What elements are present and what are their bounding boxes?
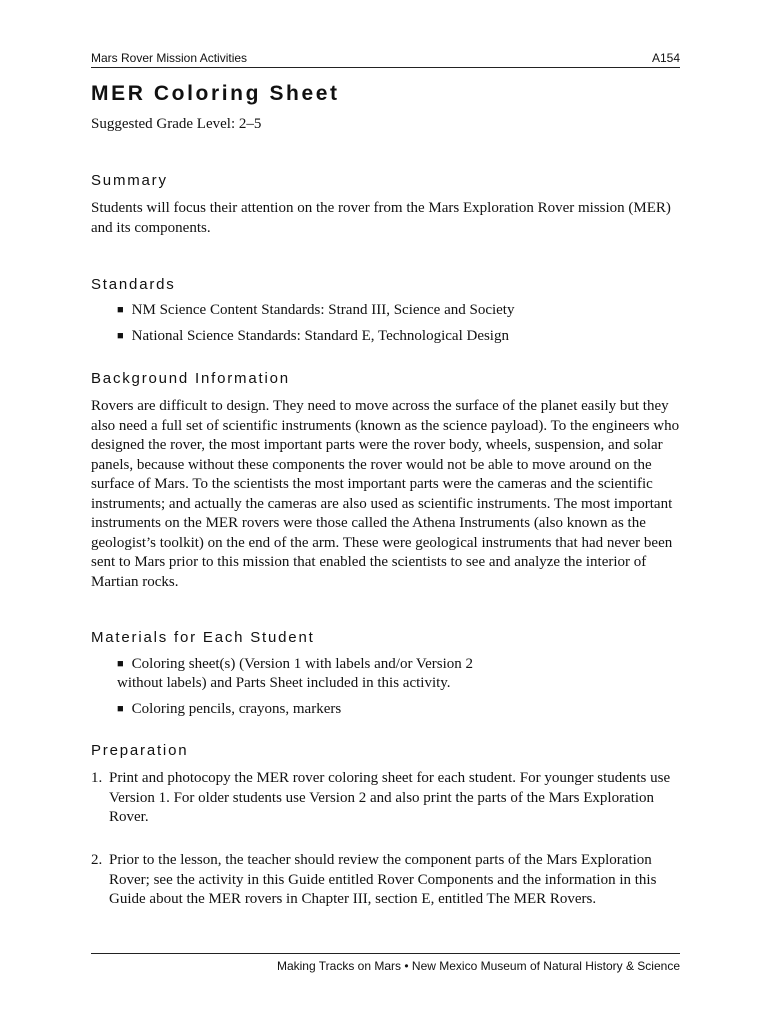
header-rule (91, 67, 680, 68)
bullet-square-icon: ■ (117, 658, 124, 670)
running-header-title: Mars Rover Mission Activities (91, 51, 248, 65)
bullet-square-icon: ■ (117, 703, 124, 715)
bullet-square-icon: ■ (117, 304, 124, 316)
materials-item (117, 655, 677, 676)
step-text: Prior to the lesson, the teacher should review the component parts of the Mars Exploration Rover; see the activity in this Guide entitled Rover Components and the information in this Guide about the MER rovers in Chapter III, section E, entitled The MER Rovers. (109, 852, 657, 907)
materials-item-continuation: without labels) and Parts Sheet included in this activity. (117, 675, 451, 691)
page-title: MER Coloring Sheet (91, 82, 340, 105)
background-text: Rovers are difficult to design. They need to move across the surface of the planet easily but they also need a full set of scientific instruments (known as the science payload). To the engineers who designed the rover, the most important parts were the rover body, wheels, suspension, and solar panels, because without these components the rover would not be able to move around on the surface of Mars. To the scientists the most important parts were the cameras and the scientific instruments; and actually the cameras are also used as scientific instruments. The most important instruments on the MER rovers were those called the Athena Instruments (also known as the geologist’s toolkit) on the end of the arm. These were geological instruments that had never been sent to Mars prior to this mission that enabled the scientists to see and analyze the interior of Martian rocks. (91, 398, 680, 590)
standards-item-text: National Science Standards: Standard E, Technological Design (131, 328, 509, 344)
footer-book-title: Making Tracks on Mars (276, 959, 402, 973)
step-text: Print and photocopy the MER rover coloring sheet for each student. For younger students use Version 1. For older students use Version 2 and also print the parts of the Mars Exploration Rover. (109, 770, 671, 825)
summary-text: Students will focus their attention on the rover from the Mars Exploration Rover mission (MER) and its components. (91, 200, 671, 236)
page-footer (91, 959, 680, 973)
materials-item-text: Coloring pencils, crayons, markers (131, 701, 342, 717)
standards-item-text: NM Science Content Standards: Strand III, Science and Society (131, 302, 515, 318)
footer-bullet-icon: • (404, 959, 409, 973)
standards-item (117, 327, 677, 348)
summary-heading: Summary (91, 172, 168, 189)
bullet-square-icon: ■ (117, 330, 124, 342)
materials-item-text: Coloring sheet(s) (Version 1 with labels and/or Version 2 (131, 656, 473, 672)
preparation-heading: Preparation (91, 742, 189, 759)
standards-item (117, 301, 677, 322)
materials-item (117, 700, 677, 721)
materials-heading: Materials for Each Student (91, 629, 315, 646)
step-number: 2. (91, 852, 103, 868)
running-header (91, 51, 680, 65)
footer-publisher: New Mexico Museum of Natural History & Science (411, 959, 680, 973)
preparation-step (91, 851, 691, 910)
step-number: 1. (91, 770, 103, 786)
standards-heading: Standards (91, 276, 176, 293)
background-heading: Background Information (91, 370, 290, 387)
footer-rule (91, 953, 680, 954)
page-number: A154 (651, 51, 680, 65)
grade-level: Suggested Grade Level: 2–5 (91, 116, 262, 132)
preparation-step (91, 769, 691, 828)
